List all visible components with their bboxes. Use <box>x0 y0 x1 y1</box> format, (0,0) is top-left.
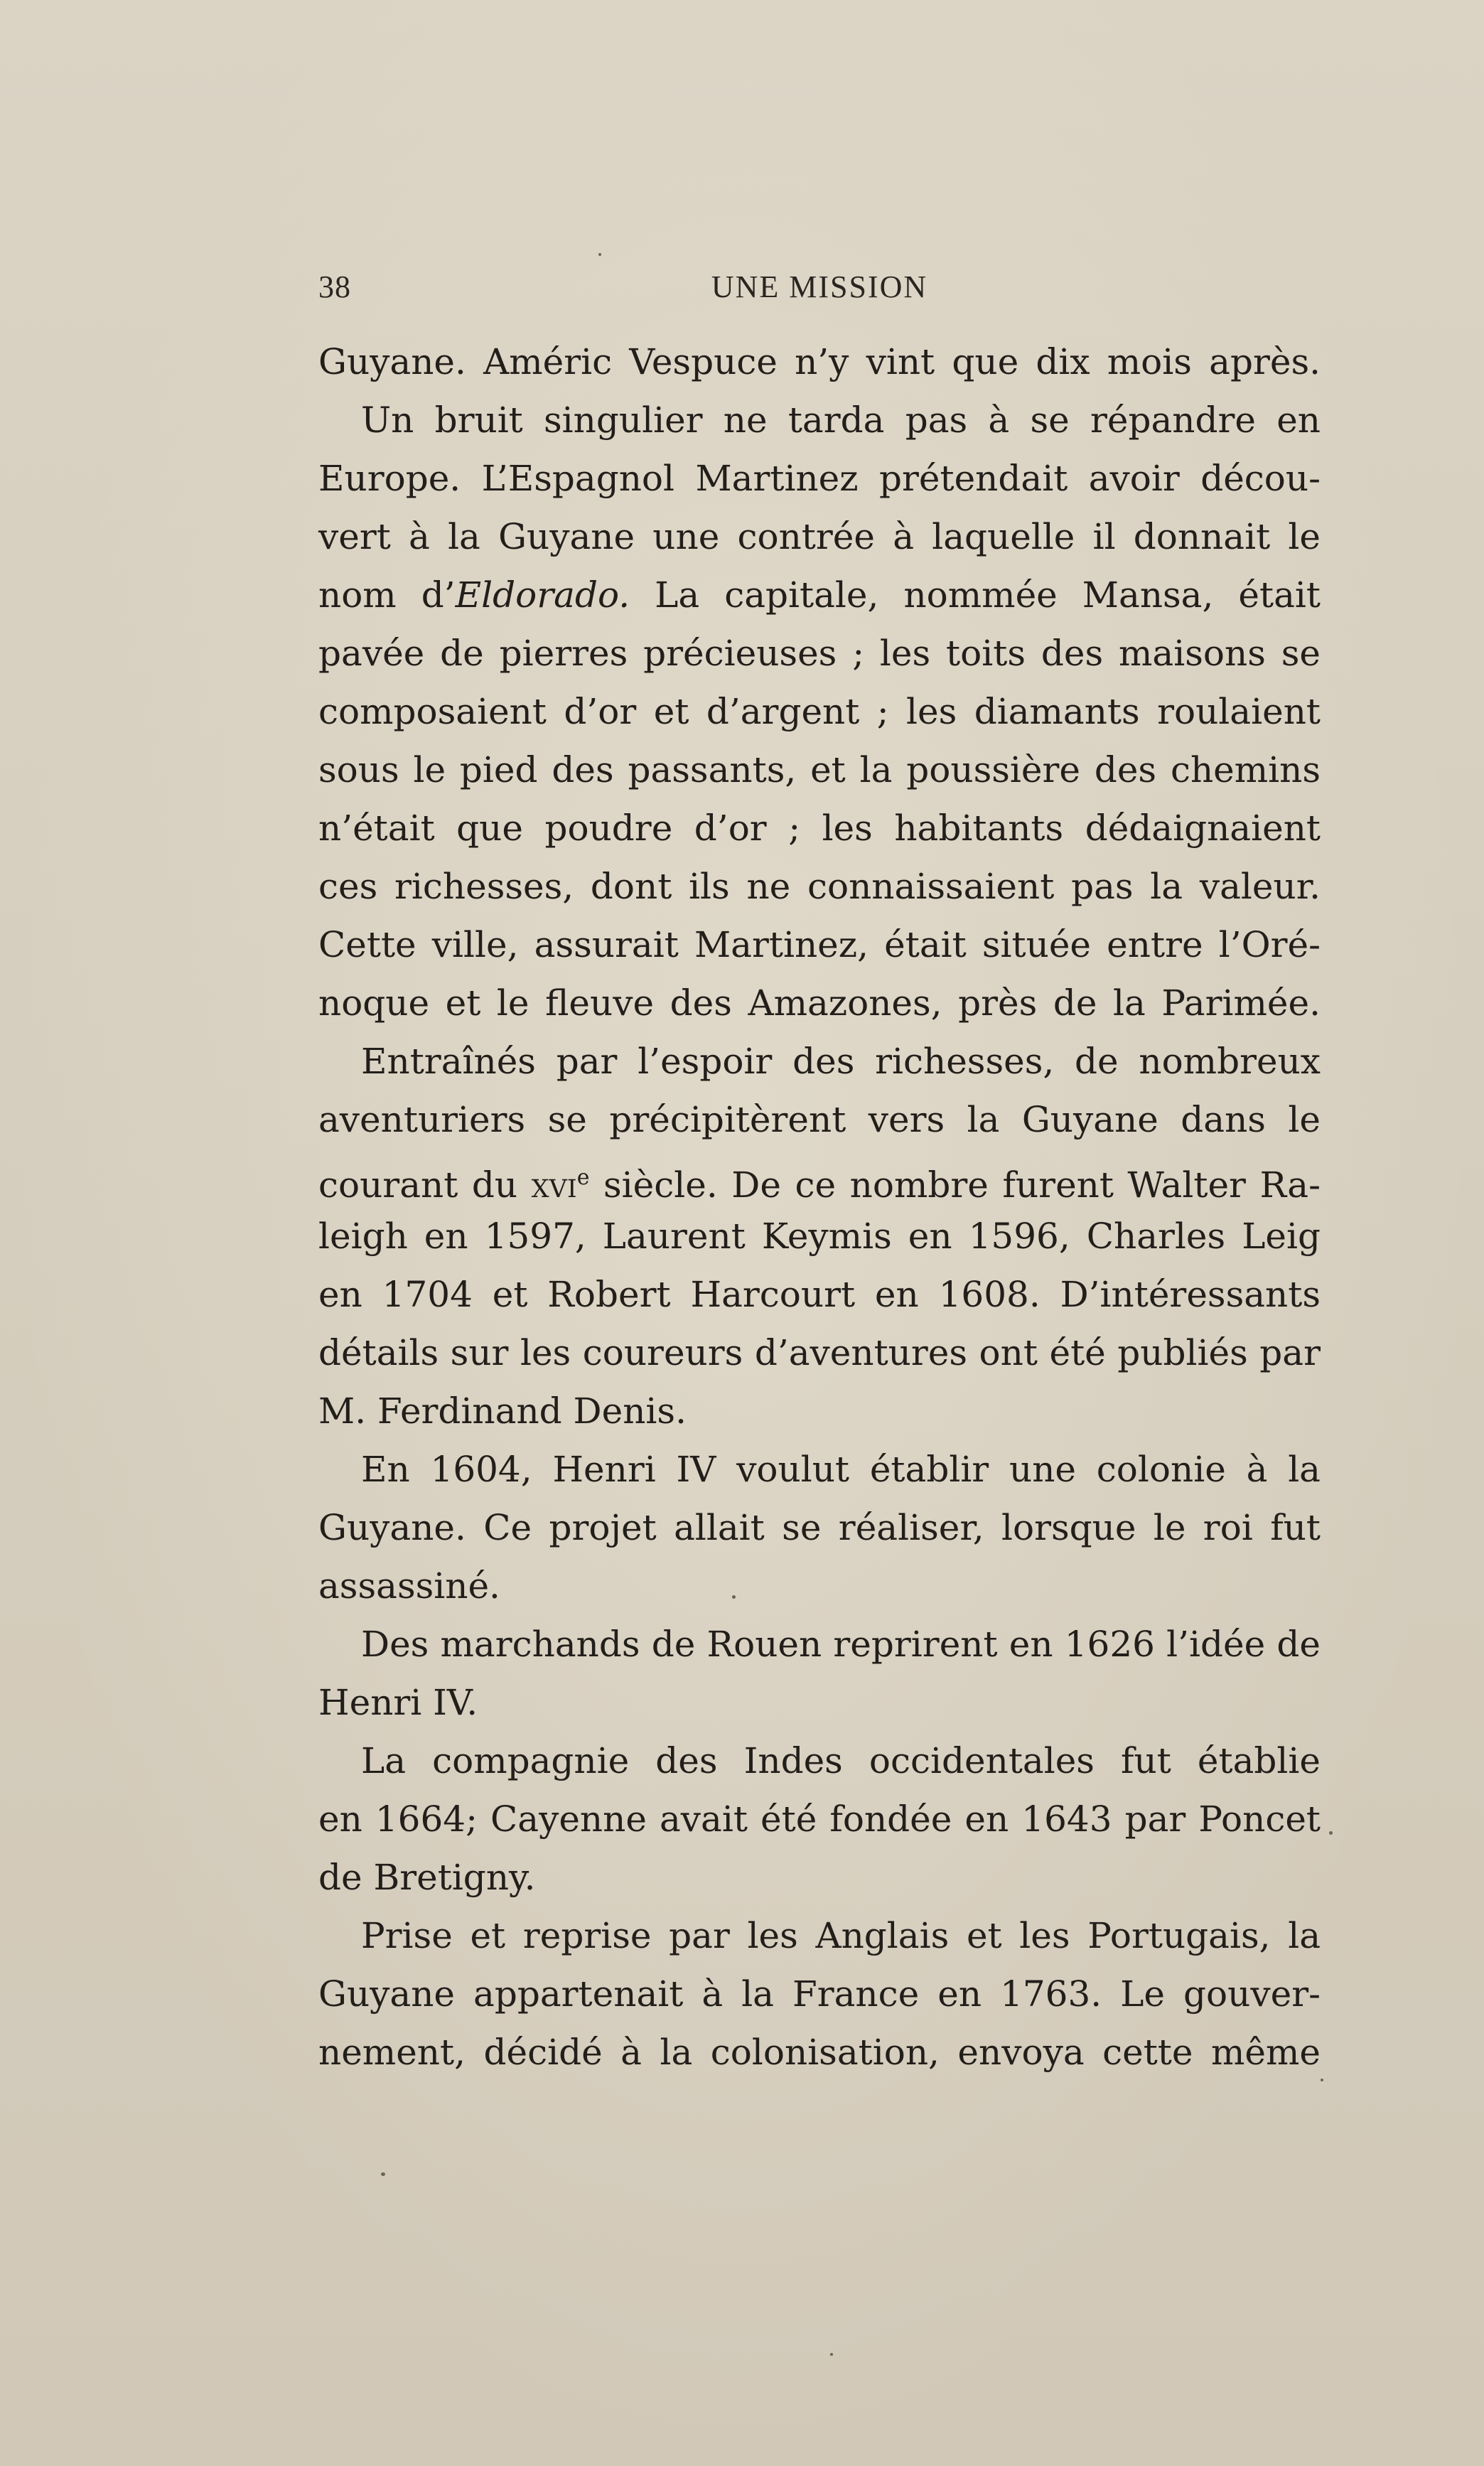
text-line: Guyane. Ce projet allait se réaliser, lorsque le roi fut <box>318 1507 1321 1548</box>
paragraph <box>318 1732 1321 1907</box>
text-line: aventuriers se précipitèrent vers la Guyane dans le <box>318 1099 1321 1140</box>
text-line: composaient d’or et d’argent ; les diamants roulaient <box>318 691 1321 732</box>
paragraph <box>318 1032 1321 1440</box>
text-line <box>318 1149 1321 1207</box>
text-line: Guyane appartenait à la France en 1763. Le gouver- <box>318 1973 1321 2015</box>
paper-speck <box>381 2172 385 2176</box>
text-line <box>318 566 1321 624</box>
century-numeral: xvi <box>531 1164 577 1206</box>
text-line: Henri IV. <box>318 1682 478 1723</box>
paper-speck <box>830 2353 833 2356</box>
body-text <box>318 333 1321 2081</box>
text-line: en 1704 et Robert Harcourt en 1608. D’intéressants <box>318 1274 1321 1315</box>
text-line: détails sur les coureurs d’aventures ont été publiés par <box>318 1332 1321 1373</box>
text-line: n’était que poudre d’or ; les habitants dédaignaient <box>318 808 1321 849</box>
paragraph <box>318 1440 1321 1615</box>
superscript: e <box>576 1165 590 1190</box>
paper-speck <box>1321 2079 1323 2081</box>
text-span: La capitale, nommée Mansa, était <box>630 574 1321 616</box>
text-line: assassiné. <box>318 1565 500 1607</box>
text-line: La compagnie des Indes occidentales fut établie <box>361 1740 1321 1781</box>
italic-term: Eldorado. <box>455 574 630 616</box>
text-line: Europe. L’Espagnol Martinez prétendait avoir décou- <box>318 458 1321 499</box>
text-line: ces richesses, dont ils ne connaissaient pas la valeur. <box>318 866 1321 907</box>
page-number: 38 <box>318 269 351 304</box>
paper-speck <box>1329 1831 1333 1835</box>
text-span: courant du <box>318 1164 532 1206</box>
paper-speck <box>732 1595 736 1599</box>
text-line: Prise et reprise par les Anglais et les Portugais, la <box>361 1915 1321 1956</box>
text-line: M. Ferdinand Denis. <box>318 1390 687 1432</box>
page-header <box>318 269 1321 311</box>
text-line: leigh en 1597, Laurent Keymis en 1596, Charles Leig <box>318 1216 1321 1257</box>
text-span: nom d’ <box>318 574 456 616</box>
paper-speck <box>598 253 601 256</box>
text-line: En 1604, Henri IV voulut établir une colonie à la <box>361 1449 1321 1490</box>
text-line: Entraînés par l’espoir des richesses, de nombreux <box>361 1041 1321 1082</box>
text-line: vert à la Guyane une contrée à laquelle il donnait le <box>318 516 1321 557</box>
paragraph <box>318 1615 1321 1732</box>
text-line: Des marchands de Rouen reprirent en 1626 l’idée de <box>361 1624 1321 1665</box>
text-line: de Bretigny. <box>318 1857 536 1898</box>
text-line: en 1664; Cayenne avait été fondée en 1643 par Poncet <box>318 1798 1321 1840</box>
text-span: siècle. De ce nombre furent Walter Ra- <box>589 1164 1321 1206</box>
text-line: pavée de pierres précieuses ; les toits des maisons se <box>318 633 1321 674</box>
text-line: noque et le fleuve des Amazones, près de la Parimée. <box>318 982 1321 1024</box>
text-line: Cette ville, assurait Martinez, était située entre l’Oré- <box>318 924 1321 965</box>
paragraph <box>318 391 1321 1032</box>
text-line: Guyane. Améric Vespuce n’y vint que dix mois après. <box>318 341 1321 382</box>
text-line: nement, décidé à la colonisation, envoya cette même <box>318 2032 1321 2073</box>
paragraph <box>318 1907 1321 2081</box>
paragraph <box>318 333 1321 391</box>
text-line: Un bruit singulier ne tarda pas à se répandre en <box>361 400 1321 441</box>
text-line: sous le pied des passants, et la poussière des chemins <box>318 749 1321 790</box>
running-title: UNE MISSION <box>711 269 928 304</box>
